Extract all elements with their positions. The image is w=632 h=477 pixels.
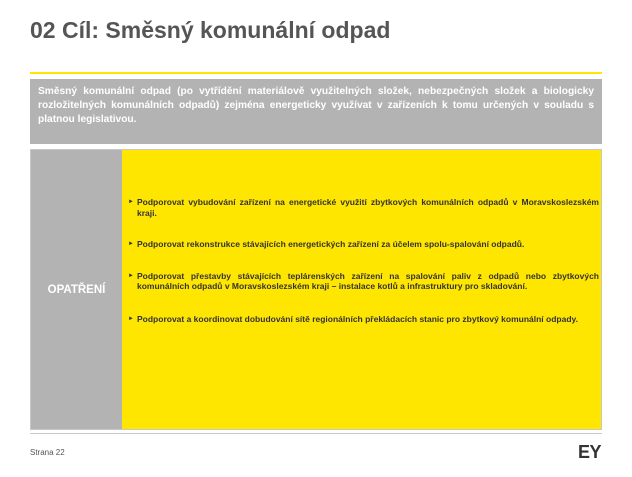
- measure-item: [128, 197, 599, 218]
- measure-item: [128, 314, 599, 325]
- title-divider: [30, 72, 602, 74]
- arrow-right-icon: ►: [128, 199, 134, 205]
- goal-text: Směsný komunální odpad (po vytřídění materiálově využitelných složek, nebezpečných složek a biologicky rozložitelných komunálních odpadů) zejména energeticky využívat v zařízeních k tomu určených v souladu s platnou legislativou.: [38, 86, 594, 125]
- measure-text: Podporovat a koordinovat dobudování sítě regionálních překládacích stanic pro zbytkový komunální odpady.: [137, 313, 578, 324]
- measure-text: Podporovat vybudování zařízení na energetické využití zbytkových komunálních odpadů v Moravskoslezském kraji.: [137, 197, 599, 218]
- arrow-right-icon: ►: [128, 315, 134, 322]
- page-title: 02 Cíl: Směsný komunální odpad: [30, 17, 391, 43]
- arrow-right-icon: ►: [128, 241, 134, 247]
- goal-box: [30, 79, 602, 144]
- measure-text: Podporovat přestavby stávajících teplárenských zařízení na spalování paliv z odpadů nebo zbytkových komunálních odpadů v Moravskoslezském kraji – instalace kotlů a infrastruktury pro skladování.: [137, 270, 599, 291]
- measure-item: [128, 271, 599, 292]
- measures-list: [122, 150, 601, 429]
- measure-item: [128, 239, 599, 250]
- ey-logo: EY: [578, 442, 602, 462]
- arrow-right-icon: ►: [128, 272, 134, 279]
- measures-table: [30, 149, 602, 430]
- measure-text: Podporovat rekonstrukce stávajících energetických zařízení za účelem spolu-spalování odpadů.: [137, 239, 525, 249]
- page-number: Strana 22: [30, 448, 65, 457]
- footer-divider: [30, 433, 602, 434]
- measures-label: [31, 150, 122, 429]
- measures-label-text: OPATŘENÍ: [47, 283, 106, 296]
